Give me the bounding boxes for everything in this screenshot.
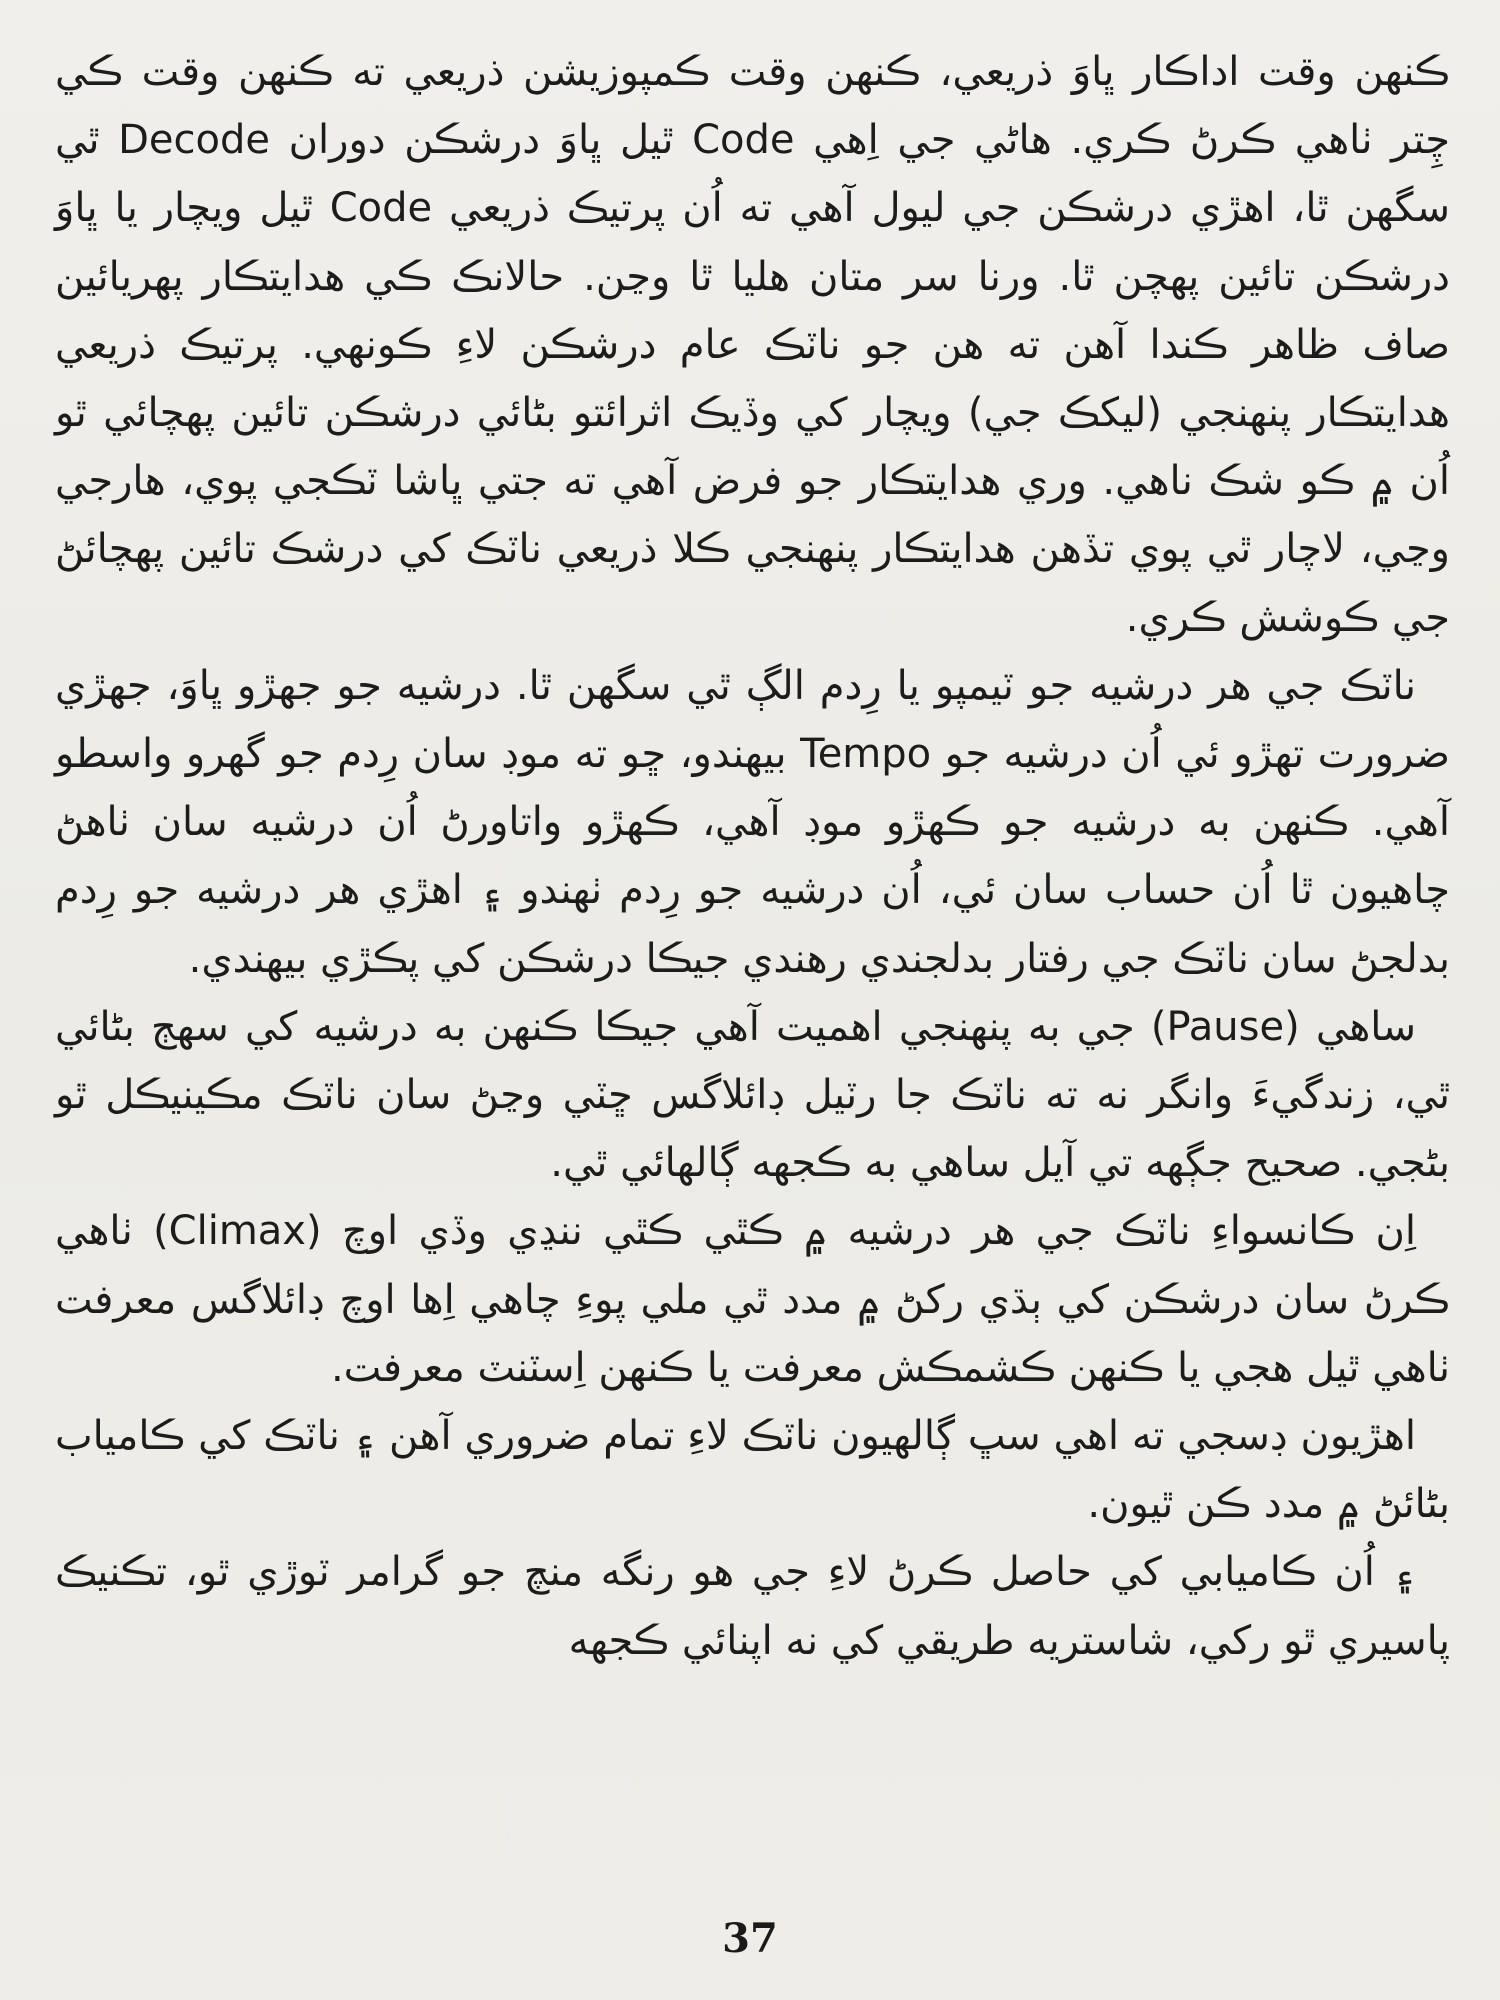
paragraph: ڪنهن وقت اداڪار ڀاوَ ذريعي، ڪنهن وقت ڪمپوزيشن ذريعي ته ڪنهن وقت ڪي چِتر ٺاهي ڪرڻ ڪري. هاڻي جي اِهي Code ٿيل ڀاوَ درشڪن دوران Decode ٿي سگهن ٿا، اهڙي درشڪن جي ليول آهي ته اُن پرتيڪ ذريعي Code ٿيل ويچار يا ڀاوَ درشڪن تائين پهچن ٿا. ورنا سر متان هليا ٿا وڃن. حالانڪ ڪي هدايتڪار پهريائين صاف ظاهر ڪندا آهن ته هن جو ناٽڪ عام درشڪن لاءِ ڪونهي. پرتيڪ ذريعي هدايتڪار پنهنجي (ليکڪ جي) ويچار کي وڏيڪ اثرائتو بڻائي درشڪن تائين پهچائي ٿو اُن ۾ ڪو شڪ ناهي. وري هدايتڪار جو فرض آهي ته جتي ڀاشا ٽڪجي پوي، هارجي وڃي، لاچار ٿي پوي تڏهن هدايتڪار پنهنجي ڪلا ذريعي ناٽڪ کي درشڪ تائين پهچائڻ جي ڪوشش ڪري. (55, 49, 1451, 641)
body-text (55, 38, 1450, 1675)
page-number: 37 (722, 1915, 778, 1962)
paragraph: اهڙيون ڊسجي ته اهي سڀ ڳالهيون ناٽڪ لاءِ تمام ضروري آهن ۽ ناٽڪ کي ڪامياب بڻائڻ ۾ مدد ڪن ٿيون. (55, 1413, 1450, 1528)
paragraph: ناٽڪ جي هر درشيه جو ٽيمپو يا رِدم الڳ ٿي سگهن ٿا. درشيه جو جهڙو ڀاوَ، جهڙي ضرورت تهڙو ئي اُن درشيه جو Tempo بيهندو، ڇو ته موڊ سان رِدم جو گهرو واسطو آهي. ڪنهن به درشيه جو ڪهڙو موڊ آهي، ڪهڙو واتاورڻ اُن درشيه سان ٺاهڻ چاهيون ٿا اُن حساب سان ئي، اُن درشيه جو رِدم ٺهندو ۽ اهڙي هر درشيه جو رِدم بدلجڻ سان ناٽڪ جي رفتار بدلجندي رهندي جيڪا درشڪن کي پڪڙي بيهندي. (55, 662, 1450, 982)
paragraph: ۽ اُن ڪاميابي کي حاصل ڪرڻ لاءِ جي هو رنگه منچ جو گرامر ٽوڙي ٿو، تڪنيڪ پاسيري ٿو رکي، شاستريه طريقي کي نه اپنائي ڪجهه (55, 1549, 1450, 1664)
paragraph: اِن ڪانسواءِ ناٽڪ جي هر درشيه ۾ ڪٿي ڪٿي ننڍي وڏي اوچ (Climax) ٺاهي ڪرڻ سان درشڪن کي ٻڌي رکڻ ۾ مدد ٿي ملي پوءِ چاهي اِها اوچ ڊائلاگس معرفت ٺاهي ٿيل هجي يا ڪنهن ڪشمڪش معرفت يا ڪنهن اِسٽنٽ معرفت. (55, 1208, 1450, 1391)
paragraph: ساهي (Pause) جي به پنهنجي اهميت آهي جيڪا ڪنهن به درشيه کي سهڄ بڻائي ٿي، زندگيءَ وانگر نه ته ناٽڪ جا رٽيل ڊائلاگس ڇٽي وڃڻ سان ناٽڪ مڪينيڪل ٿو بڻجي. صحيح جڳهه تي آيل ساهي به ڪجهه ڳالهائي ٿي. (55, 1003, 1450, 1187)
